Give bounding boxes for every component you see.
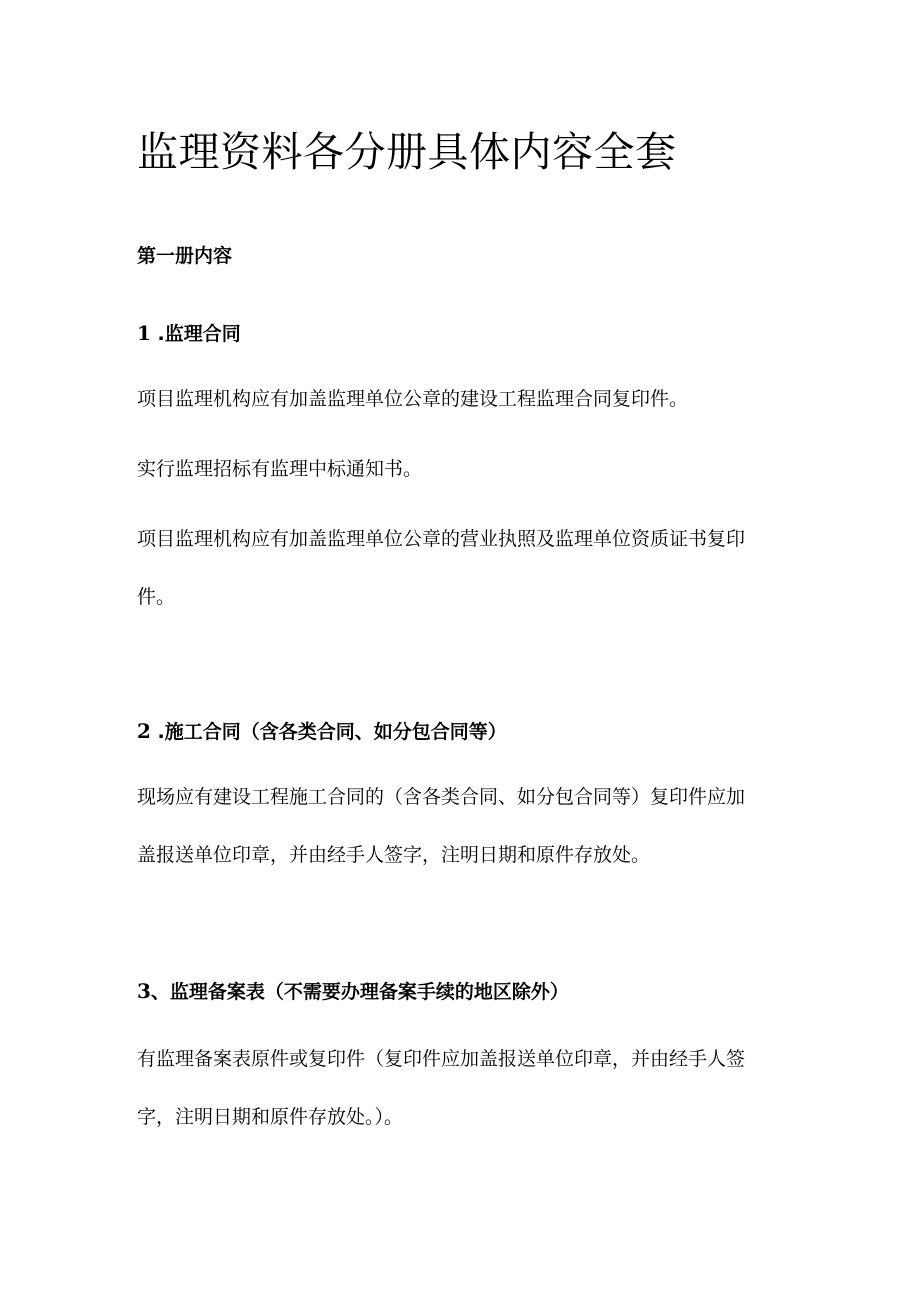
paragraph	[137, 454, 787, 484]
paragraph	[137, 1044, 787, 1132]
paragraph	[137, 782, 787, 870]
paragraph-line: 字，注明日期和原件存放处。）。	[137, 1106, 404, 1128]
paragraph-line: 现场应有建设工程施工合同的（含各类合同、如分包合同等）复印件应加	[137, 786, 746, 808]
paragraph-line: 项目监理机构应有加盖监理单位公章的营业执照及监理单位资质证书复印	[137, 528, 746, 550]
paragraph-line: 盖报送单位印章，并由经手人签字，注明日期和原件存放处。	[137, 844, 651, 866]
section-title: .监理合同	[150, 323, 241, 345]
section-heading	[137, 716, 507, 747]
section-number: 2	[137, 719, 151, 743]
paragraph-line: 实行监理招标有监理中标通知书。	[137, 458, 423, 480]
volume-heading: 第一册内容	[137, 245, 233, 267]
paragraph-line: 件。	[137, 586, 176, 608]
paragraph-line: 项目监理机构应有加盖监理单位公章的建设工程监理合同复印件。	[137, 388, 689, 410]
paragraph	[137, 524, 787, 612]
section-heading	[137, 976, 569, 1007]
paragraph-line: 有监理备案表原件或复印件（复印件应加盖报送单位印章，并由经手人签	[137, 1048, 746, 1070]
section-number: 3	[137, 979, 151, 1003]
section-title: .施工合同（含各类合同、如分包合同等）	[150, 721, 507, 743]
section-number: 1	[137, 321, 151, 345]
paragraph	[137, 384, 787, 414]
section-title: 、监理备案表（不需要办理备案手续的地区除外）	[150, 981, 569, 1003]
document-title: 监理资料各分册具体内容全套	[137, 128, 677, 176]
section-heading	[137, 318, 241, 349]
